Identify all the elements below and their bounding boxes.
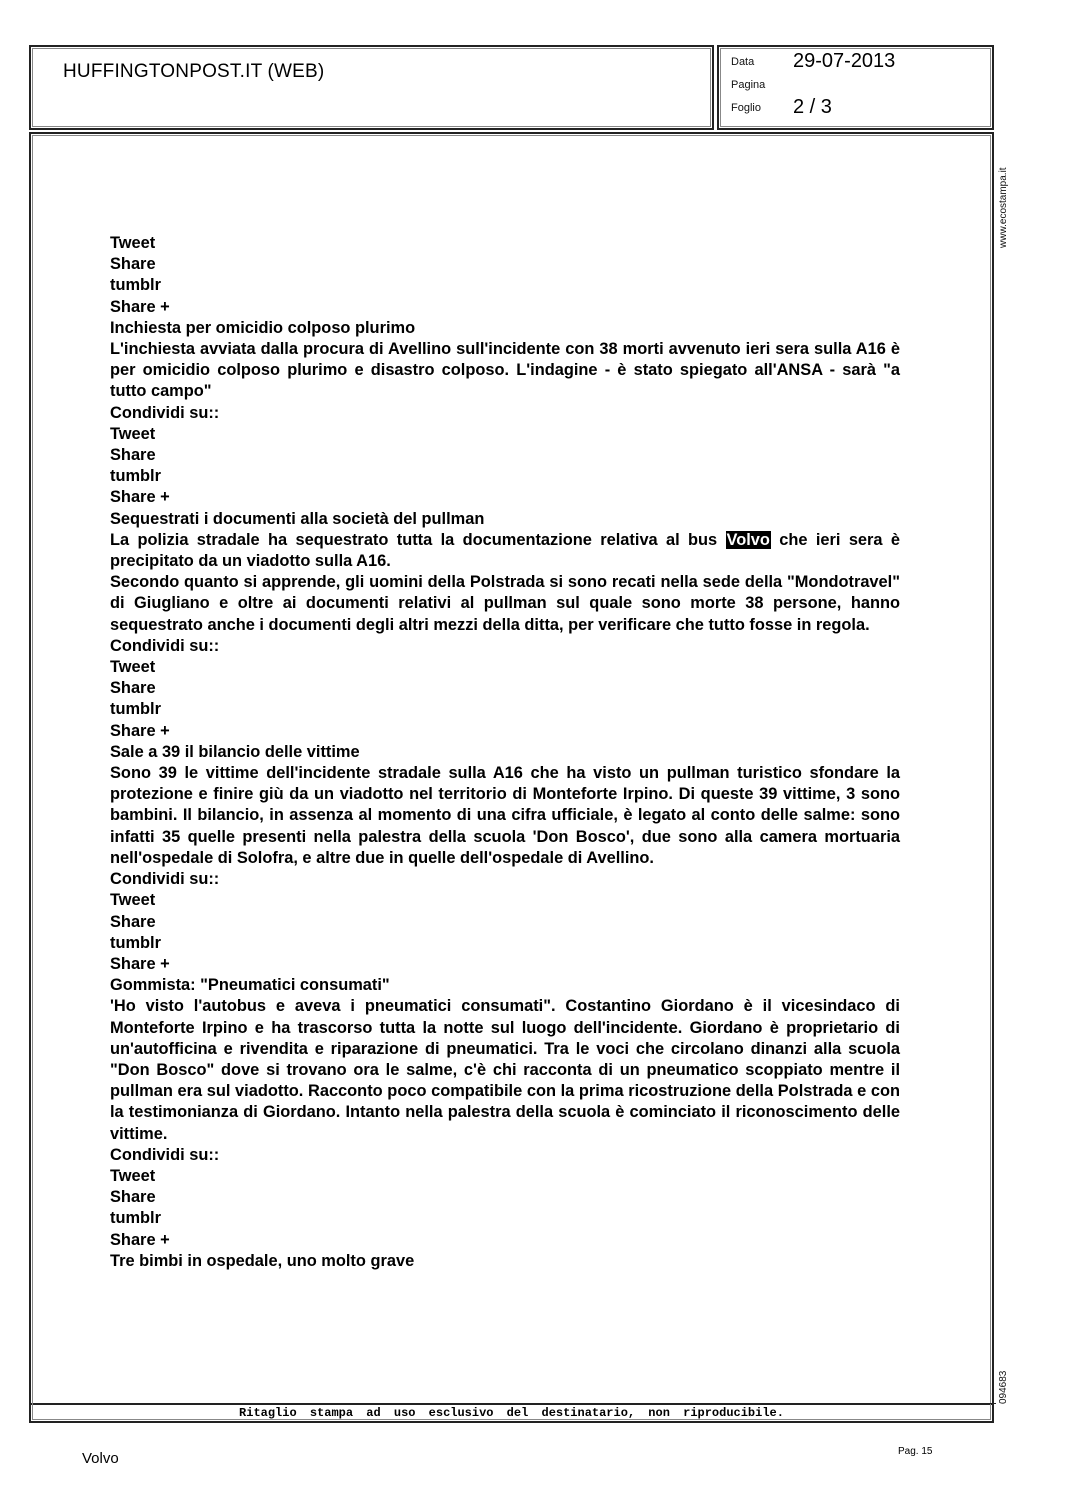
- copyright-note: Ritaglio stampa ad uso esclusivo del destinatario, non riproducibile.: [239, 1406, 784, 1420]
- share-tumblr[interactable]: tumblr: [110, 700, 161, 719]
- article-body: [110, 233, 900, 1272]
- sheet-value: 2 / 3: [793, 96, 832, 118]
- section-paragraph: 'Ho visto l'autobus e aveva i pneumatici consumati". Costantino Giordano è il vicesindaco di Monteforte Irpino e ha trascorso tutta la notte sul luogo dell'incidente. Giordano è proprietario di un'autofficina e rivendita e riparazione di pneumatici. Tra le voci che circolano dinanzi alla scuola "Don Bosco" dove si trovano ora le salme, c'è chi racconta di un pneumatico scoppiato mentre il pullman era sul viadotto. Racconto poco compatibile con la prima ricostruzione della Polstrada e con la testimonianza di Giordano. Intanto nella palestra della scuola è cominciato il riconoscimento delle vittime.: [110, 997, 900, 1143]
- share-plus[interactable]: Share +: [110, 721, 170, 740]
- share-share[interactable]: Share: [110, 1188, 156, 1207]
- share-tweet[interactable]: Tweet: [110, 234, 156, 252]
- share-tumblr[interactable]: tumblr: [110, 933, 161, 952]
- share-plus[interactable]: Share +: [110, 297, 170, 316]
- share-label: Condividi su::: [110, 870, 220, 889]
- share-tumblr[interactable]: tumblr: [110, 1209, 161, 1228]
- share-tweet[interactable]: Tweet: [110, 1166, 156, 1185]
- share-tumblr[interactable]: tumblr: [110, 467, 161, 486]
- source-title: HUFFINGTONPOST.IT (WEB): [63, 61, 325, 82]
- share-plus[interactable]: Share +: [110, 954, 170, 973]
- share-tumblr[interactable]: tumblr: [110, 276, 161, 295]
- share-share[interactable]: Share: [110, 255, 156, 274]
- share-tweet[interactable]: Tweet: [110, 658, 156, 677]
- share-label: Condividi su::: [110, 1145, 220, 1164]
- section-title: Sale a 39 il bilancio delle vittime: [110, 742, 360, 761]
- share-plus[interactable]: Share +: [110, 1230, 170, 1249]
- side-tick: [990, 1403, 996, 1404]
- section-title: Gommista: "Pneumatici consumati": [110, 976, 390, 995]
- side-website: www.ecostampa.it: [998, 167, 1009, 248]
- paragraph-text: che ieri sera è precipitato da un viadotto sulla A16.: [110, 530, 900, 571]
- section-title: Inchiesta per omicidio colposo plurimo: [110, 318, 416, 337]
- keyword-label: Volvo: [82, 1450, 119, 1467]
- header-meta-box: [717, 45, 994, 130]
- page-label: Pagina: [731, 79, 766, 91]
- header-source-box: [29, 45, 714, 130]
- share-plus[interactable]: Share +: [110, 488, 170, 507]
- date-value: 29-07-2013: [793, 50, 896, 72]
- paragraph-text: La polizia stradale ha sequestrato tutta la documentazione relativa al bus: [110, 530, 726, 549]
- share-share[interactable]: Share: [110, 912, 156, 931]
- share-tweet[interactable]: Tweet: [110, 891, 156, 910]
- section-paragraph: Secondo quanto si apprende, gli uomini della Polstrada si sono recati nella sede della "Mondotravel" di Giugliano e oltre ai documenti relativi al pullman sul quale sono morte 38 persone, hanno sequestrato anche i documenti degli altri mezzi della ditta, per verificare che tutto fosse in regola.: [110, 573, 900, 634]
- side-code: 094683: [998, 1370, 1009, 1404]
- keyword-highlight: Volvo: [726, 530, 770, 549]
- date-label: Data: [731, 56, 755, 68]
- sheet-label: Foglio: [731, 102, 761, 114]
- section-paragraph: L'inchiesta avviata dalla procura di Avellino sull'incidente con 38 morti avvenuto ieri sera sulla A16 è per omicidio colposo plurimo e disastro colposo. L'indagine - è stato spiegato all'ANSA - sarà "a tutto campo": [110, 340, 900, 401]
- share-label: Condividi su::: [110, 403, 220, 422]
- share-share[interactable]: Share: [110, 679, 156, 698]
- share-share[interactable]: Share: [110, 446, 156, 465]
- section-title: Sequestrati i documenti alla società del pullman: [110, 509, 485, 528]
- share-tweet[interactable]: Tweet: [110, 424, 156, 443]
- section-paragraph: [110, 530, 900, 572]
- page-number: Pag. 15: [898, 1446, 933, 1457]
- section-paragraph: Sono 39 le vittime dell'incidente stradale sulla A16 che ha visto un pullman turistico sfondare la protezione e finire giù da un viadotto nel territorio di Monteforte Irpino. Di queste 39 vittime, 3 sono bambini. Il bilancio, in assenza al momento di una cifra ufficiale, è legato al conto delle salme: sono infatti 35 quelle presenti nella palestra della scuola 'Don Bosco', due sono alla camera mortuaria nell'ospedale di Solofra, e altre due in quelle dell'ospedale di Avellino.: [110, 764, 900, 867]
- share-label: Condividi su::: [110, 636, 220, 655]
- section-title: Tre bimbi in ospedale, uno molto grave: [110, 1251, 415, 1270]
